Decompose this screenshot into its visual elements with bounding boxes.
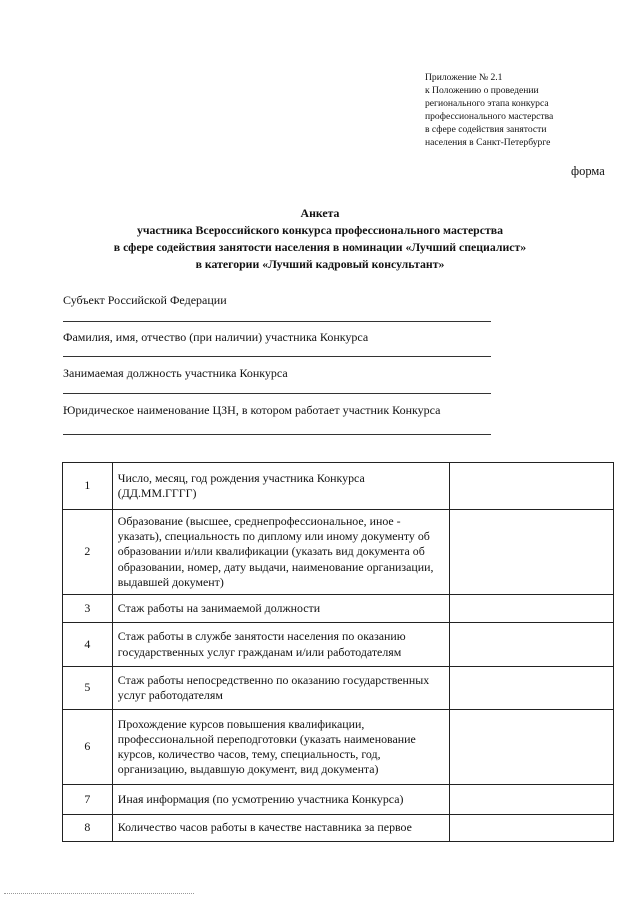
field-label: Субъект Российской Федерации — [63, 293, 227, 307]
field-label: Фамилия, имя, отчество (при наличии) участника Конкурса — [63, 330, 369, 344]
appendix-line: регионального этапа конкурса — [425, 98, 549, 109]
table-row — [63, 623, 614, 667]
field-full-name[interactable] — [63, 330, 493, 345]
field-underline — [63, 393, 491, 394]
row-description: Стаж работы на занимаемой должности — [112, 595, 449, 623]
row-description: Стаж работы непосредственно по оказанию государственных услуг работодателям — [112, 667, 449, 710]
form-label: форма — [571, 164, 605, 178]
row-answer-cell[interactable] — [449, 815, 613, 842]
row-answer-cell[interactable] — [449, 667, 613, 710]
row-answer-cell[interactable] — [449, 595, 613, 623]
appendix-line: населения в Санкт-Петербурге — [425, 137, 551, 148]
row-description: Образование (высшее, среднепрофессиональное, иное - указать), специальность по диплому или иному документу об образовании и/или квалификации (указать вид документа об образовании, номер, дату выдачи, наименование организации, выдавшей документ) — [112, 510, 449, 595]
field-label: Юридическое наименование ЦЗН, в котором работает участник Конкурса — [63, 403, 441, 417]
row-description: Стаж работы в службе занятости населения по оказанию государственных услуг гражданам и/или работодателям — [112, 623, 449, 667]
row-description: Число, месяц, год рождения участника Конкурса (ДД.ММ.ГГГГ) — [112, 463, 449, 510]
row-answer-cell[interactable] — [449, 710, 613, 785]
field-underline — [63, 321, 491, 322]
field-underline — [63, 356, 491, 357]
row-number: 3 — [63, 595, 113, 623]
field-organization[interactable] — [63, 403, 493, 418]
table-row — [63, 785, 614, 815]
row-description: Иная информация (по усмотрению участника Конкурса) — [112, 785, 449, 815]
table-row — [63, 510, 614, 595]
row-description: Прохождение курсов повышения квалификации, профессиональной переподготовки (указать наименование курсов, количество часов, тему, специальность, год, организацию, выдавшую документ, вид документа) — [112, 710, 449, 785]
row-number: 6 — [63, 710, 113, 785]
table-row — [63, 667, 614, 710]
table-row — [63, 710, 614, 785]
heading-line: в категории «Лучший кадровый консультант» — [195, 257, 445, 271]
heading-line: участника Всероссийского конкурса профессионального мастерства — [136, 223, 504, 237]
table-row — [63, 815, 614, 842]
questionnaire-table — [62, 462, 614, 842]
scan-footer-artifact — [4, 893, 194, 894]
field-label: Занимаемая должность участника Конкурса — [63, 366, 288, 380]
heading-title: Анкета — [300, 206, 340, 220]
appendix-line: Приложение № 2.1 — [425, 72, 503, 83]
row-answer-cell[interactable] — [449, 785, 613, 815]
appendix-line: профессионального мастерства — [425, 111, 554, 122]
row-answer-cell[interactable] — [449, 623, 613, 667]
row-number: 2 — [63, 510, 113, 595]
row-number: 5 — [63, 667, 113, 710]
field-subject[interactable] — [63, 293, 493, 308]
heading-line: в сфере содействия занятости населения в номинации «Лучший специалист» — [113, 240, 527, 254]
row-number: 7 — [63, 785, 113, 815]
row-number: 1 — [63, 463, 113, 510]
appendix-note — [425, 71, 625, 149]
appendix-line: к Положению о проведении — [425, 85, 539, 96]
form-heading — [60, 205, 580, 273]
row-answer-cell[interactable] — [449, 510, 613, 595]
row-number: 4 — [63, 623, 113, 667]
row-number: 8 — [63, 815, 113, 842]
field-underline — [63, 434, 491, 435]
field-position[interactable] — [63, 366, 493, 381]
row-answer-cell[interactable] — [449, 463, 613, 510]
row-description: Количество часов работы в качестве наставника за первое — [112, 815, 449, 842]
table-row — [63, 463, 614, 510]
table-row — [63, 595, 614, 623]
appendix-line: в сфере содействия занятости — [425, 124, 547, 135]
